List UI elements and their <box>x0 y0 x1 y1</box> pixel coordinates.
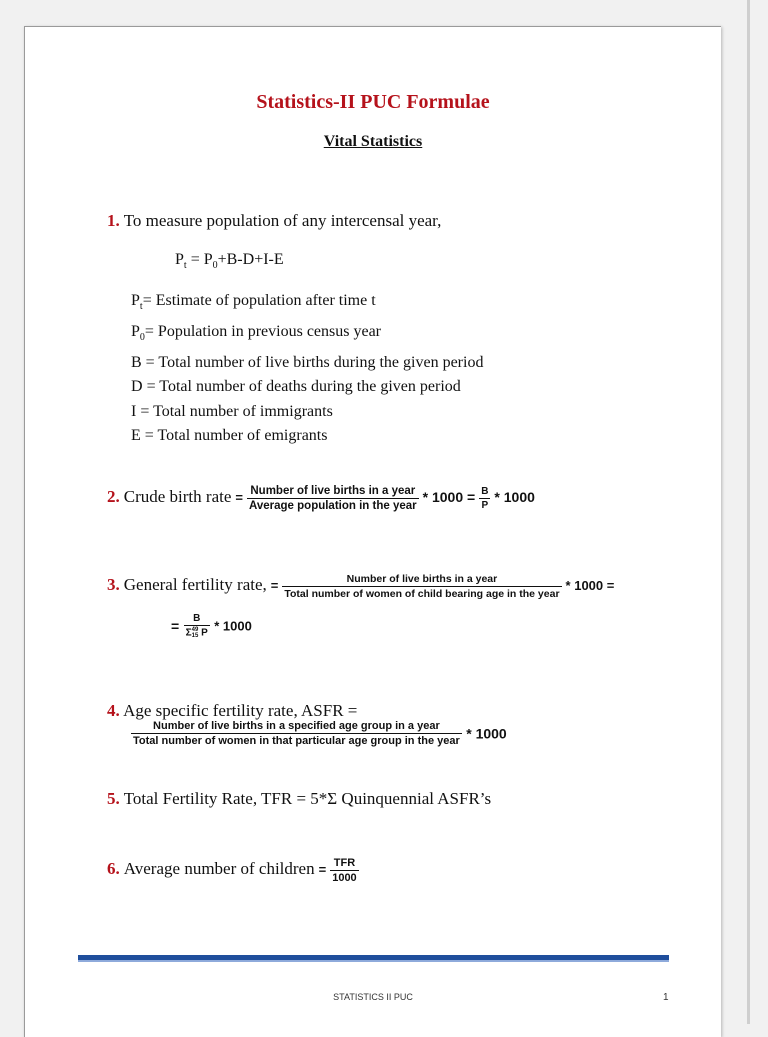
fraction-denominator: Average population in the year <box>248 500 417 512</box>
definition-line: I = Total number of immigrants <box>131 402 333 420</box>
item-number: 4. <box>107 701 120 720</box>
definition-line: $P_0=$ Population in previous census year <box>131 322 381 343</box>
item-label: Crude birth rate <box>123 487 232 507</box>
item-label: Age specific fertility rate, ASFR = <box>123 701 358 720</box>
fraction-denominator: Total number of women of child bearing age in the year <box>284 588 560 600</box>
item-6 <box>107 857 359 884</box>
multiplier: * 1000 <box>494 489 535 506</box>
section-title: Vital Statistics <box>323 133 423 150</box>
definition-line: B = Total number of live births during the given period <box>131 353 484 371</box>
document-page <box>24 26 721 1037</box>
item-text: To measure population of any intercensal year, <box>123 211 442 230</box>
asfr-fraction <box>131 720 462 747</box>
fraction-denominator: Total number of women in that particular age group in the year <box>133 735 460 747</box>
item-5 <box>107 789 491 809</box>
page-title: Statistics-II PUC Formulae <box>256 91 490 113</box>
item-number: 5. <box>107 789 120 808</box>
item-label: Average number of children <box>123 859 315 879</box>
multiplier: * 1000 = <box>422 489 476 506</box>
footer-rule-shadow <box>78 960 669 962</box>
fraction-numerator: Number of live births in a year <box>250 485 416 497</box>
asfr-formula <box>131 720 507 747</box>
definition-line: $P_t=$ Estimate of population after time t <box>131 292 376 313</box>
population-formula: $P_t = P_0+B-D+I-E$ <box>175 251 284 272</box>
item-3 <box>107 573 614 600</box>
item-1 <box>107 211 441 231</box>
multiplier: * 1000 = <box>565 578 615 594</box>
item-2 <box>107 485 535 512</box>
fraction-denominator: 1000 <box>332 872 357 884</box>
b-over-p-fraction: $\frac{B}{P}$ <box>481 486 489 511</box>
item-number: 6. <box>107 859 120 879</box>
item-label: General fertility rate, <box>123 575 267 595</box>
definitions-list <box>131 289 483 449</box>
page-number: 1 <box>663 992 669 1003</box>
equals-sign: = <box>318 862 327 878</box>
item-text: Total Fertility Rate, TFR = 5*Σ Quinquennial ASFR’s <box>123 789 492 808</box>
multiplier: * 1000 <box>214 618 252 634</box>
general-fertility-rate-fraction <box>282 573 561 600</box>
multiplier: * 1000 <box>466 725 507 742</box>
footer-label: STATISTICS II PUC <box>333 992 413 1002</box>
item-number: 2. <box>107 487 120 507</box>
viewer-edge <box>747 0 750 1024</box>
gfr-simplified <box>171 613 252 639</box>
definition-line: E = Total number of emigrants <box>131 427 328 445</box>
average-children-fraction <box>330 857 358 884</box>
item-4 <box>107 701 357 721</box>
item-number: 1. <box>107 211 120 230</box>
definition-line: D = Total number of deaths during the given period <box>131 378 461 396</box>
fraction-numerator: Number of live births in a specified age group in a year <box>153 720 440 732</box>
item-number: 3. <box>107 575 120 595</box>
crude-birth-rate-fraction <box>247 485 419 512</box>
b-over-sum-p-fraction: B Σ 49 15 P <box>185 613 208 639</box>
fraction-numerator: TFR <box>333 857 356 869</box>
equals-sign: = <box>171 618 180 634</box>
equals-sign: = <box>270 578 279 594</box>
equals-sign: = <box>235 490 243 506</box>
fraction-numerator: Number of live births in a year <box>346 573 498 585</box>
sigma-symbol: Σ <box>185 627 192 639</box>
